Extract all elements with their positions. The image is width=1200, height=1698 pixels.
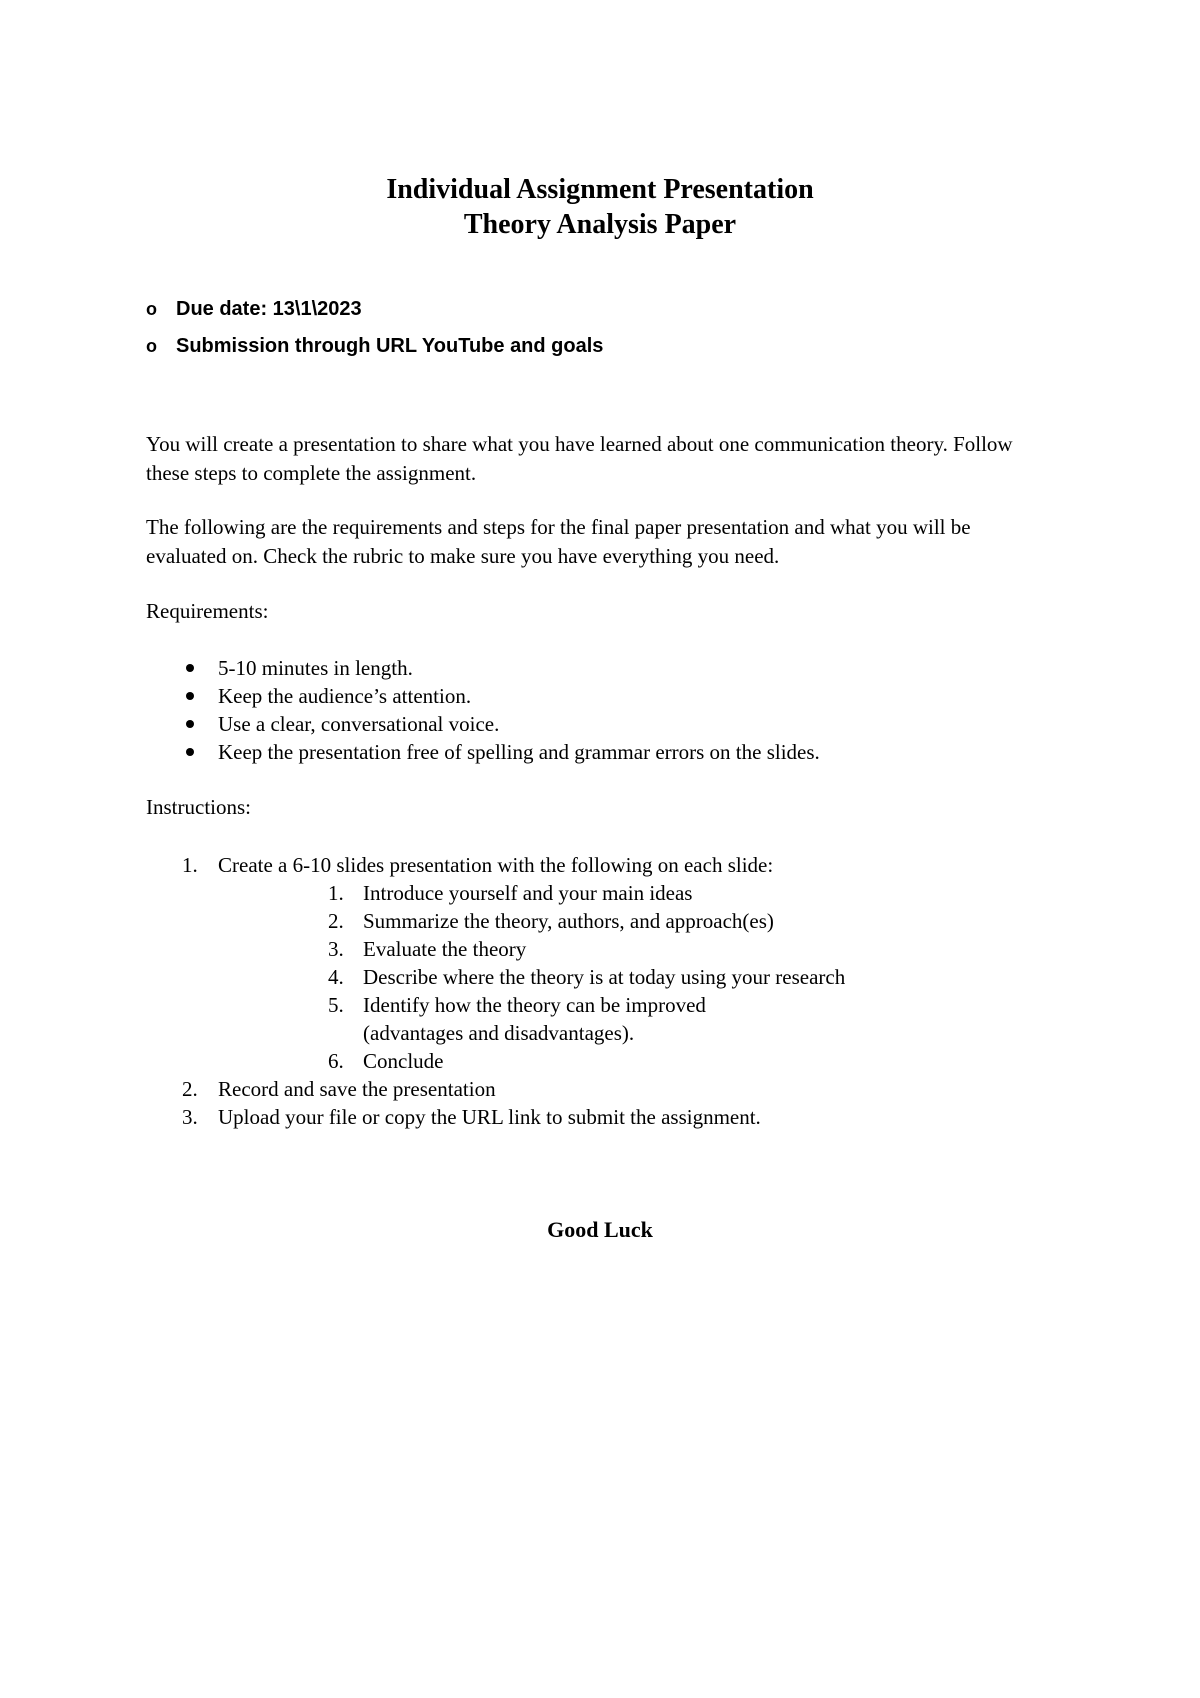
substep-text: Introduce yourself and your main ideas [363,881,693,905]
list-item [218,907,783,935]
key-point-due-date [146,297,603,321]
title-line-2: Theory Analysis Paper [463,209,737,240]
bullet-icon [186,720,194,728]
closing-text: Good Luck [547,1217,653,1242]
hollow-bullet-icon: o [146,299,157,319]
substep-number: 3. [328,937,344,961]
document-title [0,172,1200,242]
list-item [218,991,783,1047]
instruction-step-1 [146,851,1046,1075]
list-item [218,1047,783,1075]
bullet-icon [186,664,194,672]
substep-number: 6. [328,1049,344,1073]
list-item [146,710,820,738]
step-text: Upload your file or copy the URL link to submit the assignment. [218,1105,761,1129]
list-item [218,963,846,991]
instruction-step-2 [146,1075,1046,1103]
key-point-text: Submission through URL YouTube and goals [176,335,604,357]
requirements-heading: Requirements: [146,599,269,623]
substep-text: Summarize the theory, authors, and approach(es) [363,909,774,933]
key-point-text: Due date: 13\1\2023 [176,298,362,320]
requirements-list [146,654,820,766]
substep-text: Conclude [363,1049,444,1073]
step-number: 1. [182,853,198,877]
key-point-submission [146,334,603,358]
substep-text: Evaluate the theory [363,937,527,961]
substep-number: 4. [328,965,344,989]
slide-contents-list [218,879,1046,1075]
requirement-text: Keep the presentation free of spelling and grammar errors on the slides. [218,740,820,764]
substep-text: Identify how the theory can be improved (advantages and disadvantages). [363,993,706,1045]
requirement-text: 5-10 minutes in length. [218,656,413,680]
list-item [146,738,820,766]
substep-number: 1. [328,881,344,905]
title-line-1: Individual Assignment Presentation [386,174,814,205]
list-item [146,654,820,682]
intro-paragraph-2: The following are the requirements and steps for the final paper presentation and what you will be evaluated on. Check the rubric to make sure you have everything you need. [146,515,971,568]
requirement-text: Keep the audience’s attention. [218,684,472,708]
step-text: Record and save the presentation [218,1077,496,1101]
instructions-heading: Instructions: [146,795,251,819]
hollow-bullet-icon: o [146,336,157,356]
instruction-step-3 [146,1103,1046,1131]
list-item [218,935,783,963]
key-points-list [146,297,603,371]
instructions-list [146,851,1046,1131]
list-item [146,682,820,710]
step-number: 2. [182,1077,198,1101]
step-text: Create a 6-10 slides presentation with the following on each slide: [218,853,774,877]
bullet-icon [186,748,194,756]
bullet-icon [186,692,194,700]
substep-text: Describe where the theory is at today using your research [363,965,846,989]
substep-number: 5. [328,993,344,1017]
requirement-text: Use a clear, conversational voice. [218,712,500,736]
step-number: 3. [182,1105,198,1129]
intro-paragraph-1: You will create a presentation to share what you have learned about one communication theory. Follow these steps to complete the assignment. [146,432,1013,485]
list-item [218,879,783,907]
substep-number: 2. [328,909,344,933]
